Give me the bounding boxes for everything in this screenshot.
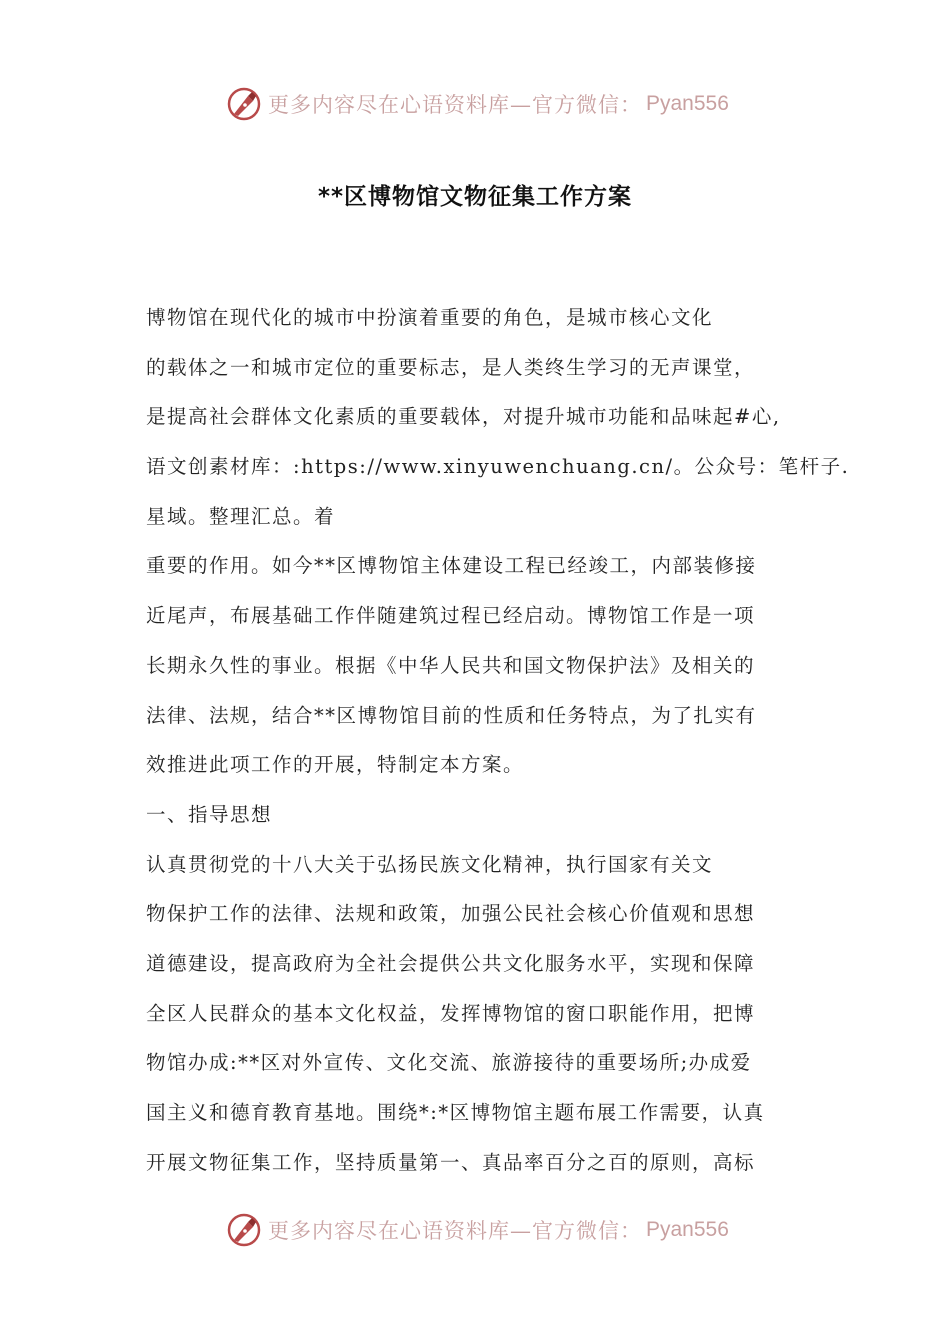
body-line: 长期永久性的事业。根据《中华人民共和国文物保护法》及相关的 — [146, 653, 756, 677]
document-title: **区博物馆文物征集工作方案 — [317, 184, 633, 210]
body-line: 的载体之一和城市定位的重要标志，是人类终生学习的无声课堂， — [146, 355, 756, 379]
body-line: 全区人民群众的基本文化权益，发挥博物馆的窗口职能作用，把博 — [146, 1001, 756, 1025]
pen-nib-logo-icon — [226, 86, 262, 122]
body-line: 是提高社会群体文化素质的重要载体，对提升城市功能和品味起#心, — [146, 405, 781, 429]
section-heading: 一、指导思想 — [146, 802, 273, 826]
body-line: 星域。整理汇总。着 — [146, 504, 336, 528]
watermark-text: 更多内容尽在心语资料库—官方微信： — [268, 93, 642, 117]
body-line: 法律、法规，结合**区博物馆目前的性质和任务特点，为了扎实有 — [146, 703, 757, 727]
body-line: 博物馆在现代化的城市中扮演着重要的角色，是城市核心文化 — [146, 306, 714, 329]
watermark-text: 更多内容尽在心语资料库—官方微信： — [268, 1219, 642, 1243]
body-line: 近尾声，布展基础工作伴随建筑过程已经启动。博物馆工作是一项 — [146, 604, 756, 628]
body-line: 国主义和德育教育基地。围绕*:*区博物馆主题布展工作需要，认真 — [146, 1101, 765, 1124]
body-line: 重要的作用。如今**区博物馆主体建设工程已经竣工，内部装修接 — [146, 554, 757, 578]
footer-watermark — [226, 1210, 729, 1250]
body-line: 物保护工作的法律、法规和政策，加强公民社会核心价值观和思想 — [146, 902, 756, 926]
body-line: 开展文物征集工作，坚持质量第一、真品率百分之百的原则，高标 — [146, 1150, 756, 1174]
body-line: 效推进此项工作的开展，特制定本方案。 — [146, 753, 525, 777]
watermark-handle: Pyan556 — [646, 92, 729, 115]
body-line: 物馆办成:**区对外宣传、文化交流、旅游接待的重要场所;办成爱 — [146, 1051, 752, 1075]
watermark-handle: Pyan556 — [646, 1218, 729, 1241]
body-line: 认真贯彻党的十八大关于弘扬民族文化精神，执行国家有关文 — [146, 852, 714, 876]
document-body — [146, 300, 850, 1194]
body-line: 语文创素材库：:https://www.xinyuwenchuang.cn/。公众号：笔杆子. — [146, 455, 850, 479]
pen-nib-logo-icon — [226, 1212, 262, 1248]
body-line: 道德建设，提高政府为全社会提供公共文化服务水平，实现和保障 — [146, 951, 756, 975]
header-watermark — [226, 84, 729, 124]
